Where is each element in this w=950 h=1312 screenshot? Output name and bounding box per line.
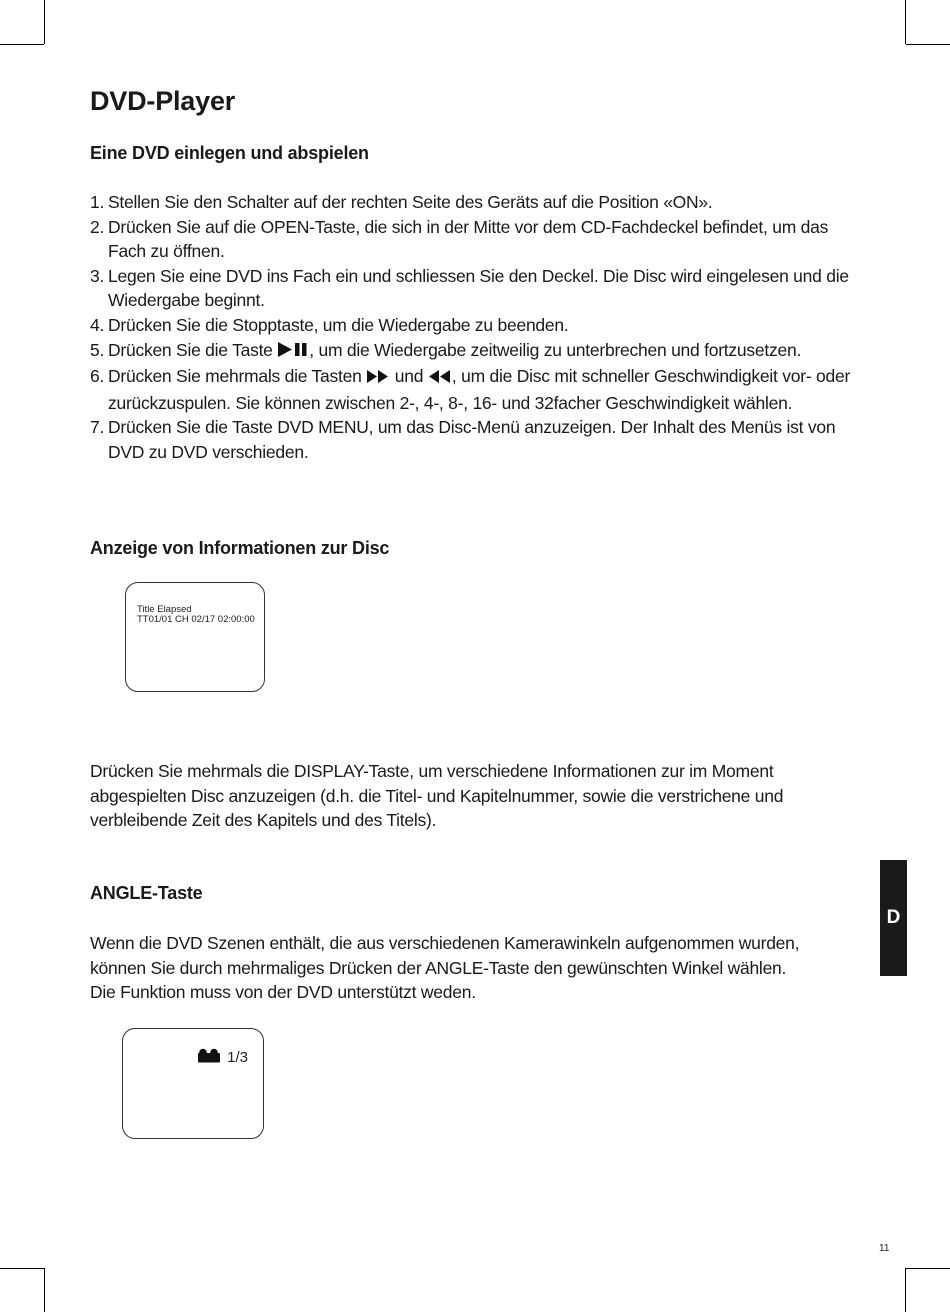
- crop-mark: [905, 1268, 906, 1312]
- osd-display-screen: [125, 582, 265, 692]
- play-pause-icon: [277, 340, 309, 365]
- osd-display-line: TT01/01 CH 02/17 02:00:00: [137, 614, 255, 625]
- list-item: 3. Legen Sie eine DVD ins Fach ein und schliessen Sie den Deckel. Die Disc wird eingelesen und die Wiedergabe beginnt.: [90, 265, 849, 311]
- crop-mark: [0, 44, 44, 45]
- section-heading-insert-play: Eine DVD einlegen und abspielen: [90, 143, 369, 163]
- list-item: 5. Drücken Sie die Taste , um die Wiedergabe zeitweilig zu unterbrechen und fortzusetzen.: [90, 338, 870, 365]
- section-heading-angle: ANGLE-Taste: [90, 883, 203, 903]
- angle-value: 1/3: [227, 1049, 248, 1066]
- crop-mark: [906, 1268, 950, 1269]
- page-title: DVD-Player: [90, 86, 236, 116]
- language-tab: D: [880, 860, 907, 976]
- page-number: 11: [879, 1243, 890, 1254]
- osd-angle-screen: [122, 1028, 264, 1139]
- list-item: 4. Drücken Sie die Stopptaste, um die Wiedergabe zu beenden.: [90, 314, 569, 335]
- section-heading-disc-info: Anzeige von Informationen zur Disc: [90, 538, 390, 558]
- fast-forward-icon: [366, 366, 390, 391]
- camera-angle-icon: [196, 1048, 222, 1067]
- osd-display-line: Title Elapsed: [137, 604, 192, 615]
- angle-description: Wenn die DVD Szenen enthält, die aus verschiedenen Kamerawinkeln aufgenommen wurden, können Sie durch mehrmaliges Drücken der ANGLE-Taste den gewünschten Winkel wählen. Die Funktion muss von der DVD unterstützt weden.: [90, 933, 800, 1003]
- page-content: [90, 84, 870, 1066]
- list-item: 2. Drücken Sie auf die OPEN-Taste, die sich in der Mitte vor dem CD-Fachdeckel befindet, um das Fach zu öffnen.: [90, 216, 829, 262]
- crop-mark: [44, 0, 45, 44]
- list-item: 1. Stellen Sie den Schalter auf der rechten Seite des Geräts auf die Position «ON».: [90, 192, 713, 212]
- display-description: Drücken Sie mehrmals die DISPLAY-Taste, um verschiedene Informationen zur im Moment abgespielten Disc anzuzeigen (d.h. die Titel- und Kapitelnummer, sowie die verstrichene und verbleibende Zeit des Kapitels und des Titels).: [90, 761, 784, 831]
- crop-mark: [44, 1268, 45, 1312]
- list-item: 6. Drücken Sie mehrmals die Tasten und , um die Disc mit schneller Geschwindigkeit vor- oder zurückzuspulen. Sie können zwischen 2-, 4-, 8-, 16- und 32facher Geschwindigkeit wählen.: [90, 366, 851, 413]
- crop-mark: [905, 0, 906, 44]
- angle-indicator: [196, 1048, 248, 1067]
- steps-list: [90, 190, 870, 465]
- rewind-icon: [428, 366, 452, 391]
- list-item: 7. Drücken Sie die Taste DVD MENU, um das Disc-Menü anzuzeigen. Der Inhalt des Menüs ist von DVD zu DVD verschieden.: [90, 417, 836, 462]
- crop-mark: [0, 1268, 44, 1269]
- crop-mark: [906, 44, 950, 45]
